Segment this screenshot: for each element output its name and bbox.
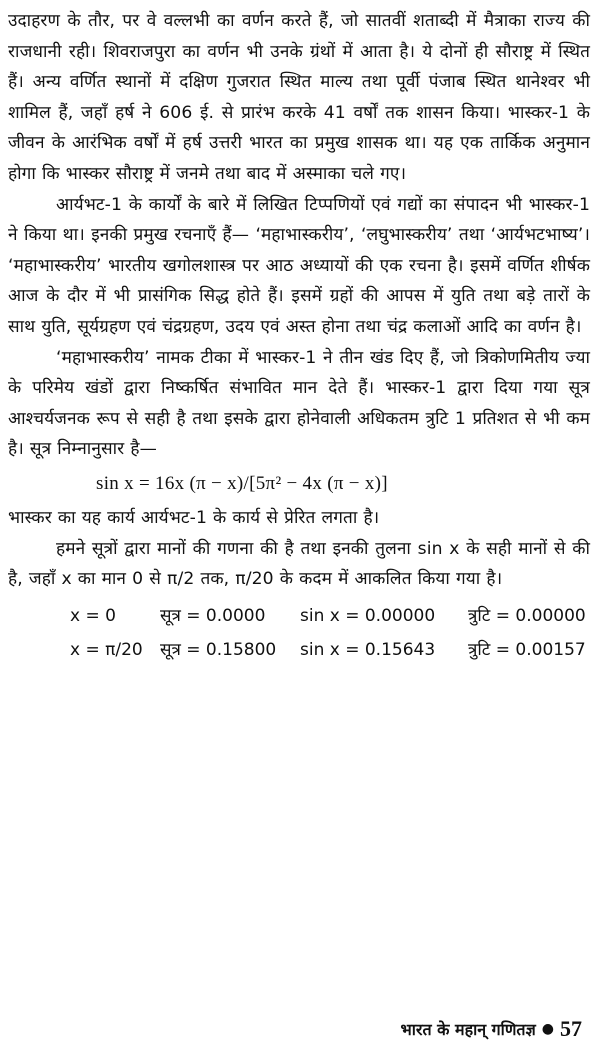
sin-value: sin x = 0.00000 [300, 605, 436, 626]
paragraph-3: ‘महाभास्करीय’ नामक टीका में भास्कर-1 ने तीन खंड दिए हैं, जो त्रिकोणमितीय ज्या के परिमेय खंडों द्वारा निष्कर्षित संभावित मान देते हैं। भास्कर-1 द्वारा दिया गया सूत्र आश्चर्यजनक रूप से सही है तथा इसके द्वारा होनेवाली अधिकतम त्रुटि 1 प्रतिशत से भी कम है। सूत्र निम्नानुसार है— [8, 347, 590, 460]
paragraph-2: आर्यभट-1 के कार्यों के बारे में लिखित टिप्पणियों एवं गद्यों का संपादन भी भास्कर-1 ने किया था। इनकी प्रमुख रचनाएँ हैं— ‘महाभास्करीय’, ‘लघुभास्करीय’ तथा ‘आर्यभटभाष्य’। ‘महाभास्करीय’ भारतीय खगोलशास्त्र पर आठ अध्यायों की एक रचना है। इसमें वर्णित शीर्षक आज के दौर में भी प्रासंगिक सिद्ध होते हैं। इसमें ग्रहों की आपस में युति तथा बड़े तारों के साथ युति, सूर्यग्रहण एवं चंद्रग्रहण, उदय एवं अस्त होना तथा चंद्र कलाओं आदि का वर्णन है। [8, 194, 590, 337]
error-value: त्रुटि = 0.00157 [468, 639, 586, 660]
bullet-icon: ● [541, 1021, 554, 1037]
book-title: भारत के महान् गणितज्ञ [400, 1020, 536, 1039]
formula-note: भास्कर का यह कार्य आर्यभट-1 के कार्य से प्रेरित लगता है। [8, 507, 380, 528]
error-value: त्रुटि = 0.00000 [468, 605, 586, 626]
paragraph-1: उदाहरण के तौर, पर वे वल्लभी का वर्णन करते हैं, जो सातवीं शताब्दी में मैत्राका राज्य की राजधानी रही। शिवराजपुरा का वर्णन भी उनके ग्रंथों में आता है। ये दोनों ही सौराष्ट्र में स्थित हैं। अन्य वर्णित स्थानों में दक्षिण गुजरात स्थित माल्य तथा पूर्वी पंजाब स्थित थानेश्वर भी शामिल हैं, जहाँ हर्ष ने 606 ई. से प्रारंभ करके 41 वर्षों तक शासन किया। भास्कर-1 के जीवन के आरंभिक वर्षों में हर्ष उत्तरी भारत का प्रमुख शासक था। यह एक तार्किक अनुमान होगा कि भास्कर सौराष्ट्र में जनमे तथा बाद में अस्माका चले गए। [8, 11, 590, 184]
values-table [8, 599, 590, 667]
paragraph-4: हमने सूत्रों द्वारा मानों की गणना की है तथा इनकी तुलना sin x के सही मानों से की है, जहाँ x का मान 0 से π/2 तक, π/20 के कदम में आकलित किया गया है। [8, 538, 590, 590]
x-value: x = 0 [70, 605, 116, 626]
sin-value: sin x = 0.15643 [300, 639, 436, 660]
formula-value: सूत्र = 0.15800 [160, 639, 277, 660]
table-row [70, 599, 590, 633]
table-row [70, 633, 590, 667]
x-value: x = π/20 [70, 639, 143, 660]
sine-formula: sin x = 16x (π − x)/[5π² − 4x (π − x)] [96, 472, 388, 494]
page-number: 57 [560, 1016, 582, 1041]
page-footer [401, 1016, 582, 1042]
formula-value: सूत्र = 0.0000 [160, 605, 266, 626]
